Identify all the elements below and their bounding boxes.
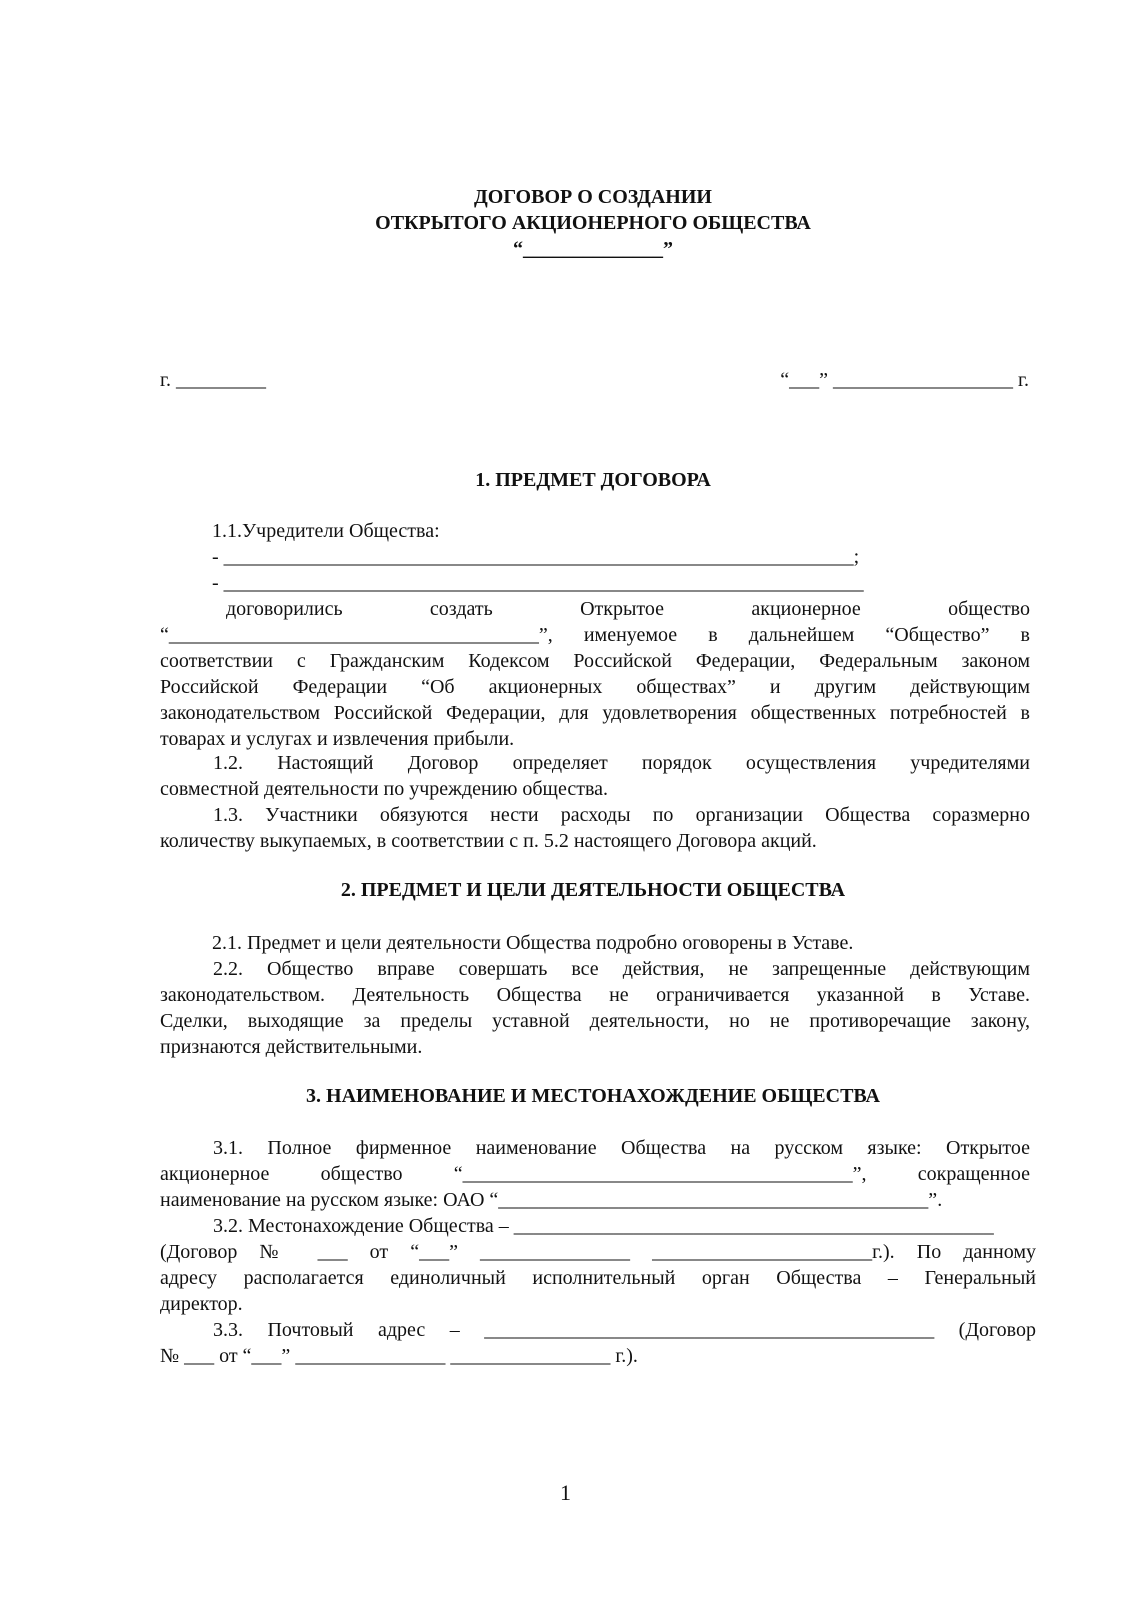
clause-1-3-line-2: количеству выкупаемых, в соответствии с п. 5.2 настоящего Договора акций. [160,830,817,852]
clause-3-3-line-2: № ___ от “___” _______________ ________________ г.). [160,1345,638,1367]
agreed-line-5: законодательством Российской Федерации, для удовлетворения общественных потребностей в [160,702,1030,724]
clause-1-1: 1.1.Учредители Общества: [212,520,440,542]
clause-3-1-line-1: 3.1. Полное фирменное наименование Общества на русском языке: Открытое [213,1137,1030,1159]
clause-3-1 [160,1135,1030,1213]
clause-2-1: 2.1. Предмет и цели деятельности Общества подробно оговорены в Уставе. [212,932,854,954]
agreed-line-4: Российской Федерации “Об акционерных обществах” и другим действующим [160,676,1030,698]
clause-2-2-line-2: законодательством. Деятельность Общества не ограничивается указанной в Уставе. [160,984,1030,1006]
title-line-3: “______________” [513,238,673,260]
section-1-heading: 1. ПРЕДМЕТ ДОГОВОРА [475,469,711,491]
clause-3-2 [160,1213,1036,1317]
title-line-2: ОТКРЫТОГО АКЦИОНЕРНОГО ОБЩЕСТВА [375,212,811,234]
clause-1-2-line-1: 1.2. Настоящий Договор определяет порядок осуществления учредителями [213,752,1030,774]
clause-1-2 [160,750,1030,802]
clause-1-2-line-2: совместной деятельности по учреждению общества. [160,778,609,800]
clause-2-2-line-3: Сделки, выходящие за пределы уставной деятельности, но не противоречащие закону, [160,1010,1030,1032]
city-line: г. _________ [160,369,266,391]
section-3-heading: 3. НАИМЕНОВАНИЕ И МЕСТОНАХОЖДЕНИЕ ОБЩЕСТВА [306,1085,880,1107]
clause-2-2-line-1: 2.2. Общество вправе совершать все действия, не запрещенные действующим [213,958,1030,980]
section-2-heading: 2. ПРЕДМЕТ И ЦЕЛИ ДЕЯТЕЛЬНОСТИ ОБЩЕСТВА [340,879,846,901]
clause-1-3-line-1: 1.3. Участники обязуются нести расходы по организации Общества соразмерно [213,804,1030,826]
clause-3-1-line-3: наименование на русском языке: ОАО “___________________________________________”. [160,1189,943,1211]
clause-1-3 [160,802,1030,854]
agreement-paragraph [160,596,1030,752]
clause-3-2-line-2: (Договор № ___ от “___” _______________ ______________________г.). По данному [160,1241,1036,1263]
agreed-line-2: “_____________________________________”, именуемое в дальнейшем “Общество” в [160,624,1030,646]
clause-3-1-line-2: акционерное общество “_______________________________________”, сокращенное [160,1163,1030,1185]
clause-3-3-line-1: 3.3. Почтовый адрес – _____________________________________________ (Договор [213,1319,1036,1341]
clause-3-2-line-3: адресу располагается единоличный исполнительный орган Общества – Генеральный [160,1267,1036,1289]
agreed-line-6: товарах и услугах и извлечения прибыли. [160,728,515,750]
clause-3-3 [160,1317,1036,1369]
document-title [160,184,1026,262]
agreed-line-3: соответствии с Гражданским Кодексом Российской Федерации, Федеральным законом [160,650,1030,672]
page-number: 1 [560,1480,571,1505]
title-line-1: ДОГОВОР О СОЗДАНИИ [474,186,712,208]
clause-2-2-line-4: признаются действительными. [160,1036,423,1058]
clause-2-2 [160,956,1030,1060]
founder-line-1: - _______________________________________________________________; [212,546,860,568]
agreed-line-1: договорились создать Открытое акционерное общество [226,598,1030,620]
date-line: “___” __________________ г. [780,369,1029,391]
clause-3-2-line-4: директор. [160,1293,243,1315]
clause-3-2-line-1: 3.2. Местонахождение Общества – ________________________________________________ [213,1215,994,1237]
founder-line-2: - ________________________________________________________________ [212,572,864,594]
